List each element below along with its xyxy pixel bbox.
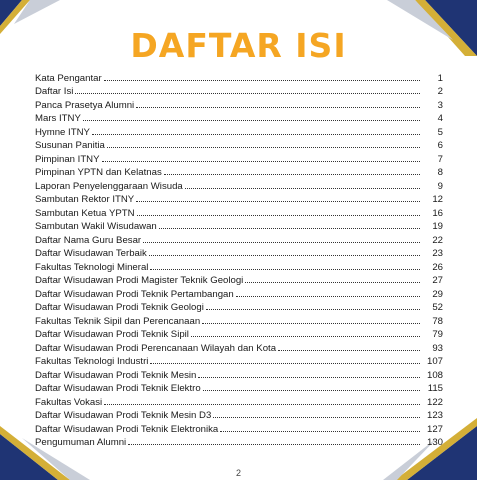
toc-leader-dots <box>143 242 420 243</box>
table-of-contents <box>35 70 443 448</box>
toc-entry[interactable] <box>35 111 443 125</box>
toc-entry-page: 79 <box>432 329 443 341</box>
toc-leader-dots <box>104 80 420 81</box>
toc-entry-page: 108 <box>426 369 443 381</box>
toc-entry-label: Daftar Wisudawan Prodi Perencanaan Wilayah dan Kota <box>35 342 277 354</box>
toc-entry[interactable] <box>35 97 443 111</box>
toc-entry[interactable] <box>35 232 443 246</box>
toc-entry-page: 23 <box>432 248 443 260</box>
toc-entry-label: Daftar Wisudawan Prodi Teknik Sipil <box>35 329 189 341</box>
toc-entry[interactable] <box>35 286 443 300</box>
toc-entry-label: Pimpinan ITNY <box>35 153 100 165</box>
page-title: DAFTAR ISI <box>130 26 347 65</box>
toc-entry[interactable] <box>35 327 443 341</box>
toc-entry-label: Laporan Penyelenggaraan Wisuda <box>35 180 183 192</box>
toc-entry-label: Daftar Wisudawan Prodi Magister Teknik Geologi <box>35 275 244 287</box>
toc-entry[interactable] <box>35 178 443 192</box>
toc-entry-label: Sambutan Wakil Wisudawan <box>35 221 157 233</box>
toc-leader-dots <box>159 228 420 229</box>
toc-entry-page: 1 <box>437 72 443 84</box>
toc-entry-label: Daftar Wisudawan Prodi Teknik Mesin <box>35 369 197 381</box>
toc-leader-dots <box>107 147 420 148</box>
toc-entry-page: 122 <box>426 396 443 408</box>
toc-entry[interactable] <box>35 124 443 138</box>
toc-entry-page: 6 <box>437 140 443 152</box>
toc-leader-dots <box>102 161 420 162</box>
toc-leader-dots <box>278 350 420 351</box>
toc-entry[interactable] <box>35 165 443 179</box>
toc-entry[interactable] <box>35 381 443 395</box>
toc-entry-page: 16 <box>432 207 443 219</box>
toc-entry-label: Fakultas Teknologi Mineral <box>35 261 149 273</box>
toc-entry-label: Daftar Wisudawan Prodi Teknik Elektro <box>35 383 201 395</box>
toc-entry[interactable] <box>35 313 443 327</box>
toc-entry[interactable] <box>35 84 443 98</box>
toc-entry-page: 123 <box>426 410 443 422</box>
toc-entry-page: 27 <box>432 275 443 287</box>
toc-entry-label: Panca Prasetya Alumni <box>35 99 135 111</box>
toc-entry-page: 4 <box>437 113 443 125</box>
toc-entry[interactable] <box>35 340 443 354</box>
toc-leader-dots <box>206 309 420 310</box>
toc-entry-label: Mars ITNY <box>35 113 81 125</box>
toc-entry-label: Fakultas Teknologi Industri <box>35 356 149 368</box>
toc-entry-label: Daftar Isi <box>35 86 74 98</box>
toc-entry-page: 2 <box>437 86 443 98</box>
toc-entry-page: 130 <box>426 437 443 449</box>
toc-entry-label: Daftar Wisudawan Prodi Teknik Elektronika <box>35 423 219 435</box>
toc-entry[interactable] <box>35 435 443 449</box>
toc-leader-dots <box>128 444 420 445</box>
toc-entry-page: 8 <box>437 167 443 179</box>
toc-entry-page: 5 <box>437 126 443 138</box>
toc-entry-page: 115 <box>427 383 443 395</box>
toc-entry[interactable] <box>35 219 443 233</box>
toc-entry-label: Kata Pengantar <box>35 72 102 84</box>
toc-entry[interactable] <box>35 205 443 219</box>
toc-leader-dots <box>136 201 420 202</box>
toc-leader-dots <box>150 363 420 364</box>
toc-leader-dots <box>236 296 420 297</box>
toc-entry[interactable] <box>35 138 443 152</box>
toc-leader-dots <box>202 323 420 324</box>
toc-leader-dots <box>83 120 420 121</box>
toc-entry-page: 9 <box>437 180 443 192</box>
toc-entry-label: Pimpinan YPTN dan Kelatnas <box>35 167 162 179</box>
toc-entry[interactable] <box>35 151 443 165</box>
toc-leader-dots <box>191 336 420 337</box>
toc-entry-page: 78 <box>432 315 443 327</box>
toc-entry-page: 107 <box>426 356 443 368</box>
toc-entry-page: 93 <box>432 342 443 354</box>
toc-entry-label: Sambutan Rektor ITNY <box>35 194 135 206</box>
toc-entry-label: Fakultas Teknik Sipil dan Perencanaan <box>35 315 201 327</box>
toc-entry-page: 12 <box>432 194 443 206</box>
toc-entry-label: Hymne ITNY <box>35 126 90 138</box>
toc-entry[interactable] <box>35 273 443 287</box>
toc-entry-page: 26 <box>432 261 443 273</box>
toc-entry[interactable] <box>35 259 443 273</box>
toc-entry-page: 3 <box>437 99 443 111</box>
toc-leader-dots <box>185 188 420 189</box>
toc-entry[interactable] <box>35 192 443 206</box>
toc-entry-label: Pengumuman Alumni <box>35 437 127 449</box>
toc-entry-label: Daftar Nama Guru Besar <box>35 234 142 246</box>
toc-leader-dots <box>75 93 420 94</box>
page-number: 2 <box>235 468 241 478</box>
toc-entry[interactable] <box>35 394 443 408</box>
toc-entry-label: Susunan Panitia <box>35 140 105 152</box>
toc-leader-dots <box>203 390 420 391</box>
toc-leader-dots <box>150 269 420 270</box>
toc-entry[interactable] <box>35 421 443 435</box>
toc-entry-page: 52 <box>432 302 443 314</box>
toc-entry-label: Daftar Wisudawan Prodi Teknik Geologi <box>35 302 204 314</box>
toc-entry-label: Daftar Wisudawan Prodi Teknik Mesin D3 <box>35 410 212 422</box>
toc-entry[interactable] <box>35 367 443 381</box>
toc-leader-dots <box>137 215 420 216</box>
toc-entry-page: 22 <box>432 234 443 246</box>
toc-leader-dots <box>92 134 420 135</box>
toc-leader-dots <box>220 431 420 432</box>
toc-entry-page: 29 <box>432 288 443 300</box>
toc-entry[interactable] <box>35 408 443 422</box>
toc-leader-dots <box>104 404 420 405</box>
toc-leader-dots <box>164 174 420 175</box>
toc-entry-label: Fakultas Vokasi <box>35 396 103 408</box>
toc-entry[interactable] <box>35 70 443 84</box>
toc-leader-dots <box>136 107 420 108</box>
toc-leader-dots <box>198 377 420 378</box>
toc-entry-label: Sambutan Ketua YPTN <box>35 207 135 219</box>
toc-entry[interactable] <box>35 300 443 314</box>
toc-entry-page: 19 <box>432 221 443 233</box>
toc-entry-page: 127 <box>426 423 443 435</box>
toc-entry-page: 7 <box>437 153 443 165</box>
toc-entry-label: Daftar Wisudawan Terbaik <box>35 248 147 260</box>
toc-entry[interactable] <box>35 354 443 368</box>
toc-leader-dots <box>245 282 420 283</box>
toc-leader-dots <box>149 255 420 256</box>
toc-entry-label: Daftar Wisudawan Prodi Teknik Pertambangan <box>35 288 234 300</box>
toc-leader-dots <box>213 417 420 418</box>
toc-entry[interactable] <box>35 246 443 260</box>
